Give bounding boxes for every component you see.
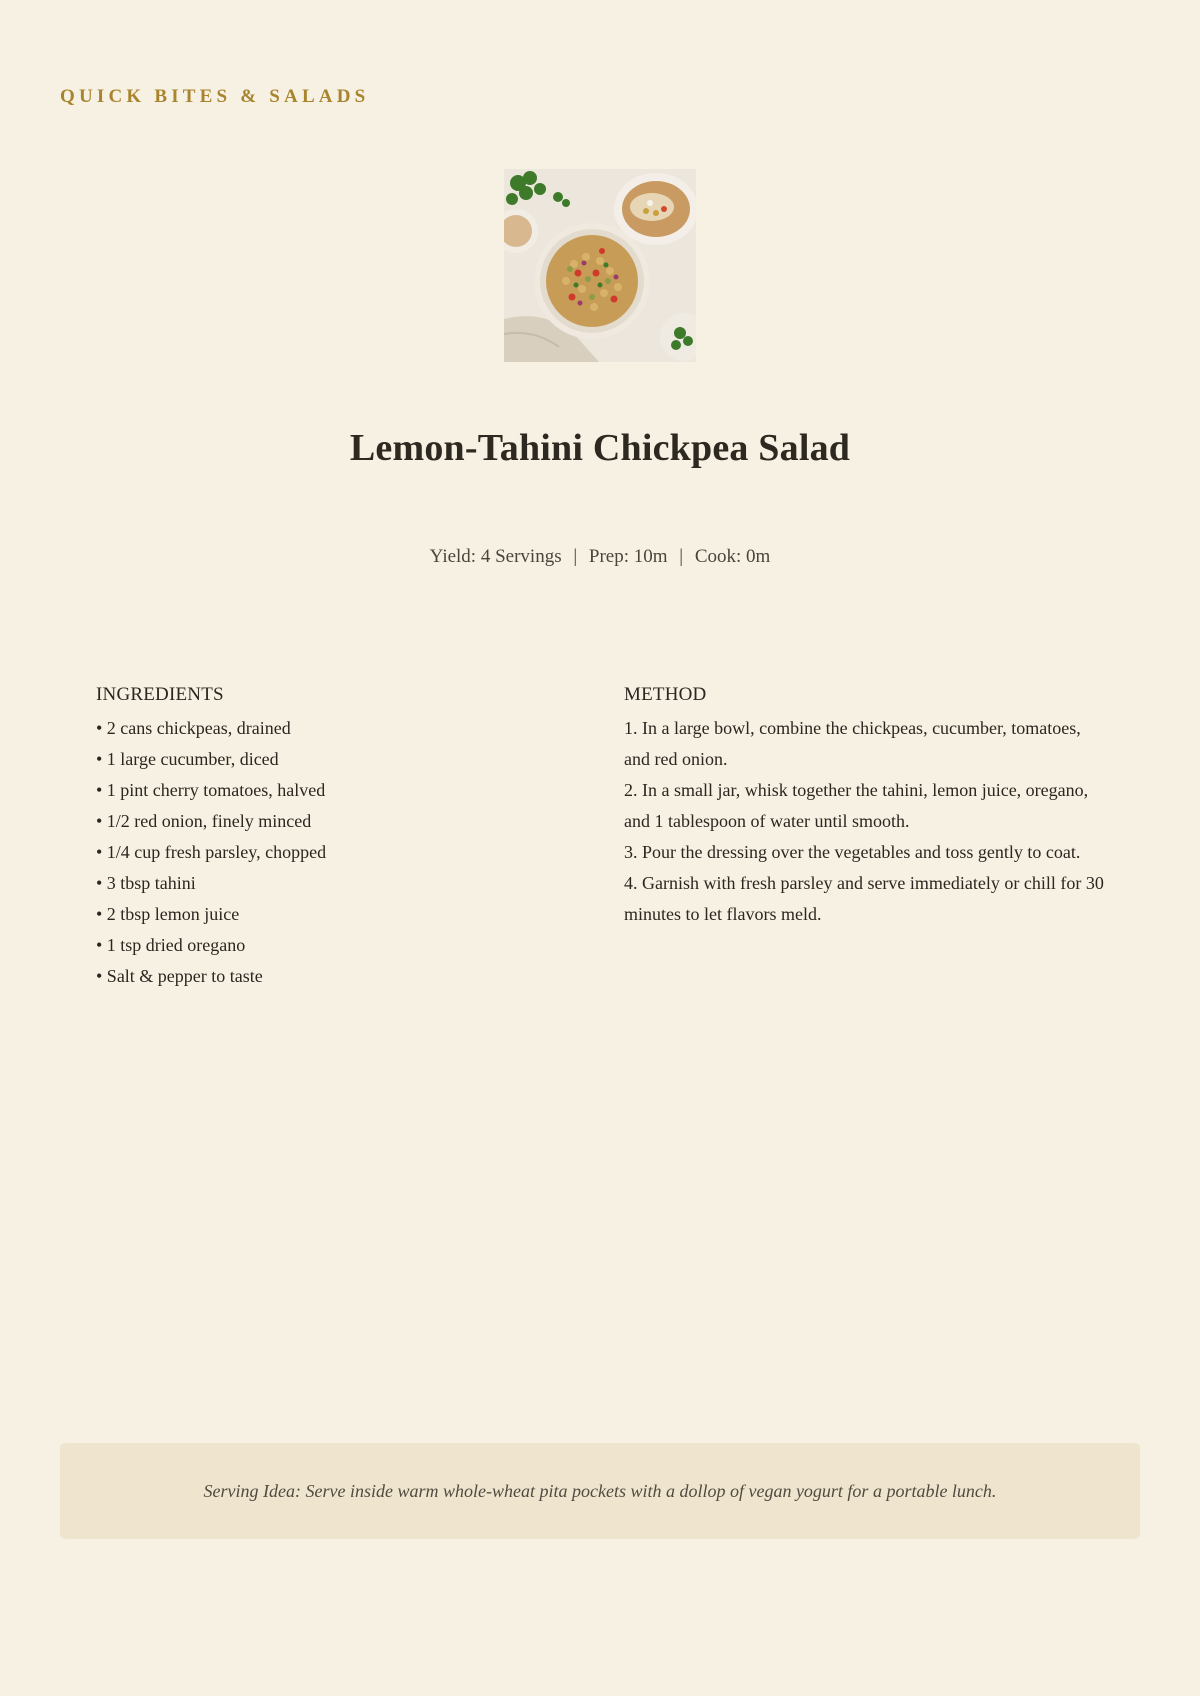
method-heading: METHOD <box>624 684 707 705</box>
ingredient-item: • 3 tbsp tahini <box>96 873 196 893</box>
ingredients-section <box>96 683 536 992</box>
ingredient-item: • Salt & pepper to taste <box>96 966 263 986</box>
ingredients-list <box>96 713 536 992</box>
ingredient-item: • 1/4 cup fresh parsley, chopped <box>96 842 327 862</box>
method-step: 3. Pour the dressing over the vegetables and toss gently to coat. <box>624 842 1081 862</box>
serving-idea-box <box>60 1443 1140 1539</box>
method-step: 1. In a large bowl, combine the chickpeas, cucumber, tomatoes, and red onion. <box>624 718 1081 769</box>
ingredient-item: • 2 tbsp lemon juice <box>96 904 240 924</box>
yield-text: Yield: 4 Servings <box>429 546 562 567</box>
method-step: 4. Garnish with fresh parsley and serve immediately or chill for 30 minutes to let flavors meld. <box>624 873 1104 924</box>
ingredient-item: • 2 cans chickpeas, drained <box>96 718 291 738</box>
ingredient-item: • 1 tsp dried oregano <box>96 935 246 955</box>
prep-time-text: Prep: 10m <box>588 546 668 567</box>
recipe-meta <box>0 546 1200 568</box>
serving-idea-text: Serving Idea: Serve inside warm whole-wheat pita pockets with a dollop of vegan yogurt for a portable lunch. <box>203 1480 997 1501</box>
ingredient-item: • 1/2 red onion, finely minced <box>96 811 312 831</box>
meta-separator: | <box>573 546 578 567</box>
recipe-title: Lemon-Tahini Chickpea Salad <box>349 427 851 469</box>
ingredient-item: • 1 large cucumber, diced <box>96 749 279 769</box>
method-steps <box>624 713 1104 930</box>
method-step: 2. In a small jar, whisk together the tahini, lemon juice, oregano, and 1 tablespoon of water until smooth. <box>624 780 1089 831</box>
method-section <box>624 683 1104 930</box>
ingredients-heading: INGREDIENTS <box>96 684 224 705</box>
meta-separator: | <box>679 546 684 567</box>
ingredient-item: • 1 pint cherry tomatoes, halved <box>96 780 326 800</box>
cook-time-text: Cook: 0m <box>694 546 771 567</box>
category-label: QUICK BITES & SALADS <box>60 86 370 107</box>
recipe-photo <box>504 169 696 362</box>
salad-bowl-illustration <box>504 169 696 362</box>
